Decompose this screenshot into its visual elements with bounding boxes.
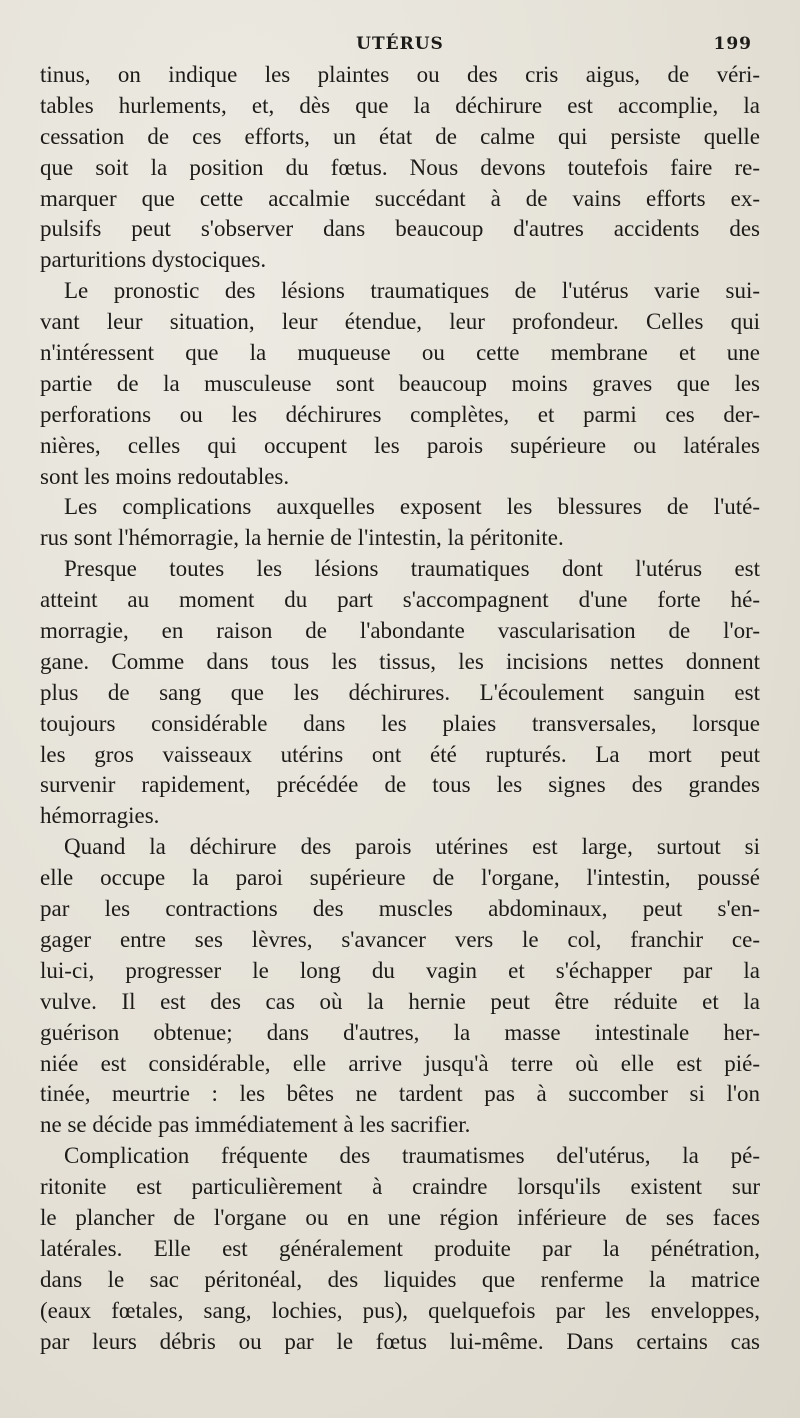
running-head — [40, 30, 760, 60]
text-line: pulsifs peut s'observer dans beaucoup d'autres accidents des — [40, 216, 760, 242]
text-line: guérison obtenue; dans d'autres, la masse intestinale her- — [40, 1019, 760, 1045]
text-line: lui-ci, progresser le long du vagin et s'échapper par la — [40, 957, 760, 983]
paragraph — [40, 832, 760, 1141]
text-line: par les contractions des muscles abdominaux, peut s'en- — [40, 896, 760, 922]
text-line: parturitions dystociques. — [40, 247, 267, 273]
text-line: dans le sac péritonéal, des liquides que renferme la matrice — [40, 1266, 760, 1292]
text-line: vulve. Il est des cas où la hernie peut être réduite et la — [40, 988, 760, 1014]
text-line: vant leur situation, leur étendue, leur profondeur. Celles qui — [40, 309, 760, 335]
text-line: Complication fréquente des traumatismes del'utérus, la pé- — [64, 1143, 760, 1169]
running-title: UTÉRUS — [356, 34, 444, 54]
text-line: hémorragies. — [40, 803, 160, 829]
text-line: tables hurlements, et, dès que la déchirure est accomplie, la — [40, 92, 760, 118]
text-line: ne se décide pas immédiatement à les sacrifier. — [40, 1112, 471, 1138]
text-line: plus de sang que les déchirures. L'écoulement sanguin est — [40, 679, 760, 705]
text-line: ritonite est particulièrement à craindre lorsqu'ils existent sur — [40, 1174, 760, 1200]
text-line: (eaux fœtales, sang, lochies, pus), quelquefois par les enveloppes, — [40, 1297, 760, 1323]
text-line: atteint au moment du part s'accompagnent d'une forte hé- — [40, 587, 760, 613]
text-line: partie de la musculeuse sont beaucoup moins graves que les — [40, 370, 760, 396]
text-line: tinus, on indique les plaintes ou des cris aigus, de véri- — [40, 62, 760, 87]
text-line: survenir rapidement, précédée de tous les signes des grandes — [40, 772, 760, 798]
text-line: n'intéressent que la muqueuse ou cette membrane et une — [40, 340, 760, 366]
text-line: perforations ou les déchirures complètes, et parmi ces der- — [40, 401, 760, 427]
text-line: morragie, en raison de l'abondante vascularisation de l'or- — [40, 618, 760, 644]
text-line: par leurs débris ou par le fœtus lui-même. Dans certains cas — [40, 1328, 760, 1354]
text-line: gane. Comme dans tous les tissus, les incisions nettes donnent — [40, 648, 760, 674]
text-line: latérales. Elle est généralement produite par la pénétration, — [40, 1235, 760, 1261]
text-line: les gros vaisseaux utérins ont été rupturés. La mort peut — [40, 741, 760, 767]
text-line: niée est considérable, elle arrive jusqu'à terre où elle est pié- — [40, 1050, 760, 1076]
text-line: cessation de ces efforts, un état de calme qui persiste quelle — [40, 123, 760, 149]
text-line: nières, celles qui occupent les parois supérieure ou latérales — [40, 432, 760, 458]
text-line: Les complications auxquelles exposent les blessures de l'uté- — [64, 494, 760, 520]
text-line: toujours considérable dans les plaies transversales, lorsque — [40, 710, 760, 736]
text-line: marquer que cette accalmie succédant à de vains efforts ex- — [40, 185, 760, 211]
body-text — [40, 60, 760, 1357]
page-number: 199 — [713, 34, 752, 54]
text-line: elle occupe la paroi supérieure de l'organe, l'intestin, poussé — [40, 865, 760, 891]
text-line: que soit la position du fœtus. Nous devons toutefois faire re- — [40, 154, 760, 180]
paragraph — [40, 492, 760, 554]
text-line: Quand la déchirure des parois utérines est large, surtout si — [64, 834, 760, 860]
paragraph — [40, 276, 760, 492]
text-line: rus sont l'hémorragie, la hernie de l'intestin, la péritonite. — [40, 525, 564, 551]
paragraph — [40, 60, 760, 276]
text-line: gager entre ses lèvres, s'avancer vers le col, franchir ce- — [40, 926, 760, 952]
text-line: Le pronostic des lésions traumatiques de l'utérus varie sui- — [64, 278, 760, 304]
text-line: tinée, meurtrie : les bêtes ne tardent pas à succomber si l'on — [40, 1081, 760, 1107]
text-line: le plancher de l'organe ou en une région inférieure de ses faces — [40, 1204, 760, 1230]
text-line: sont les moins redoutables. — [40, 463, 290, 489]
paragraph — [40, 554, 760, 832]
paragraph — [40, 1141, 760, 1357]
text-line: Presque toutes les lésions traumatiques dont l'utérus est — [64, 556, 760, 582]
